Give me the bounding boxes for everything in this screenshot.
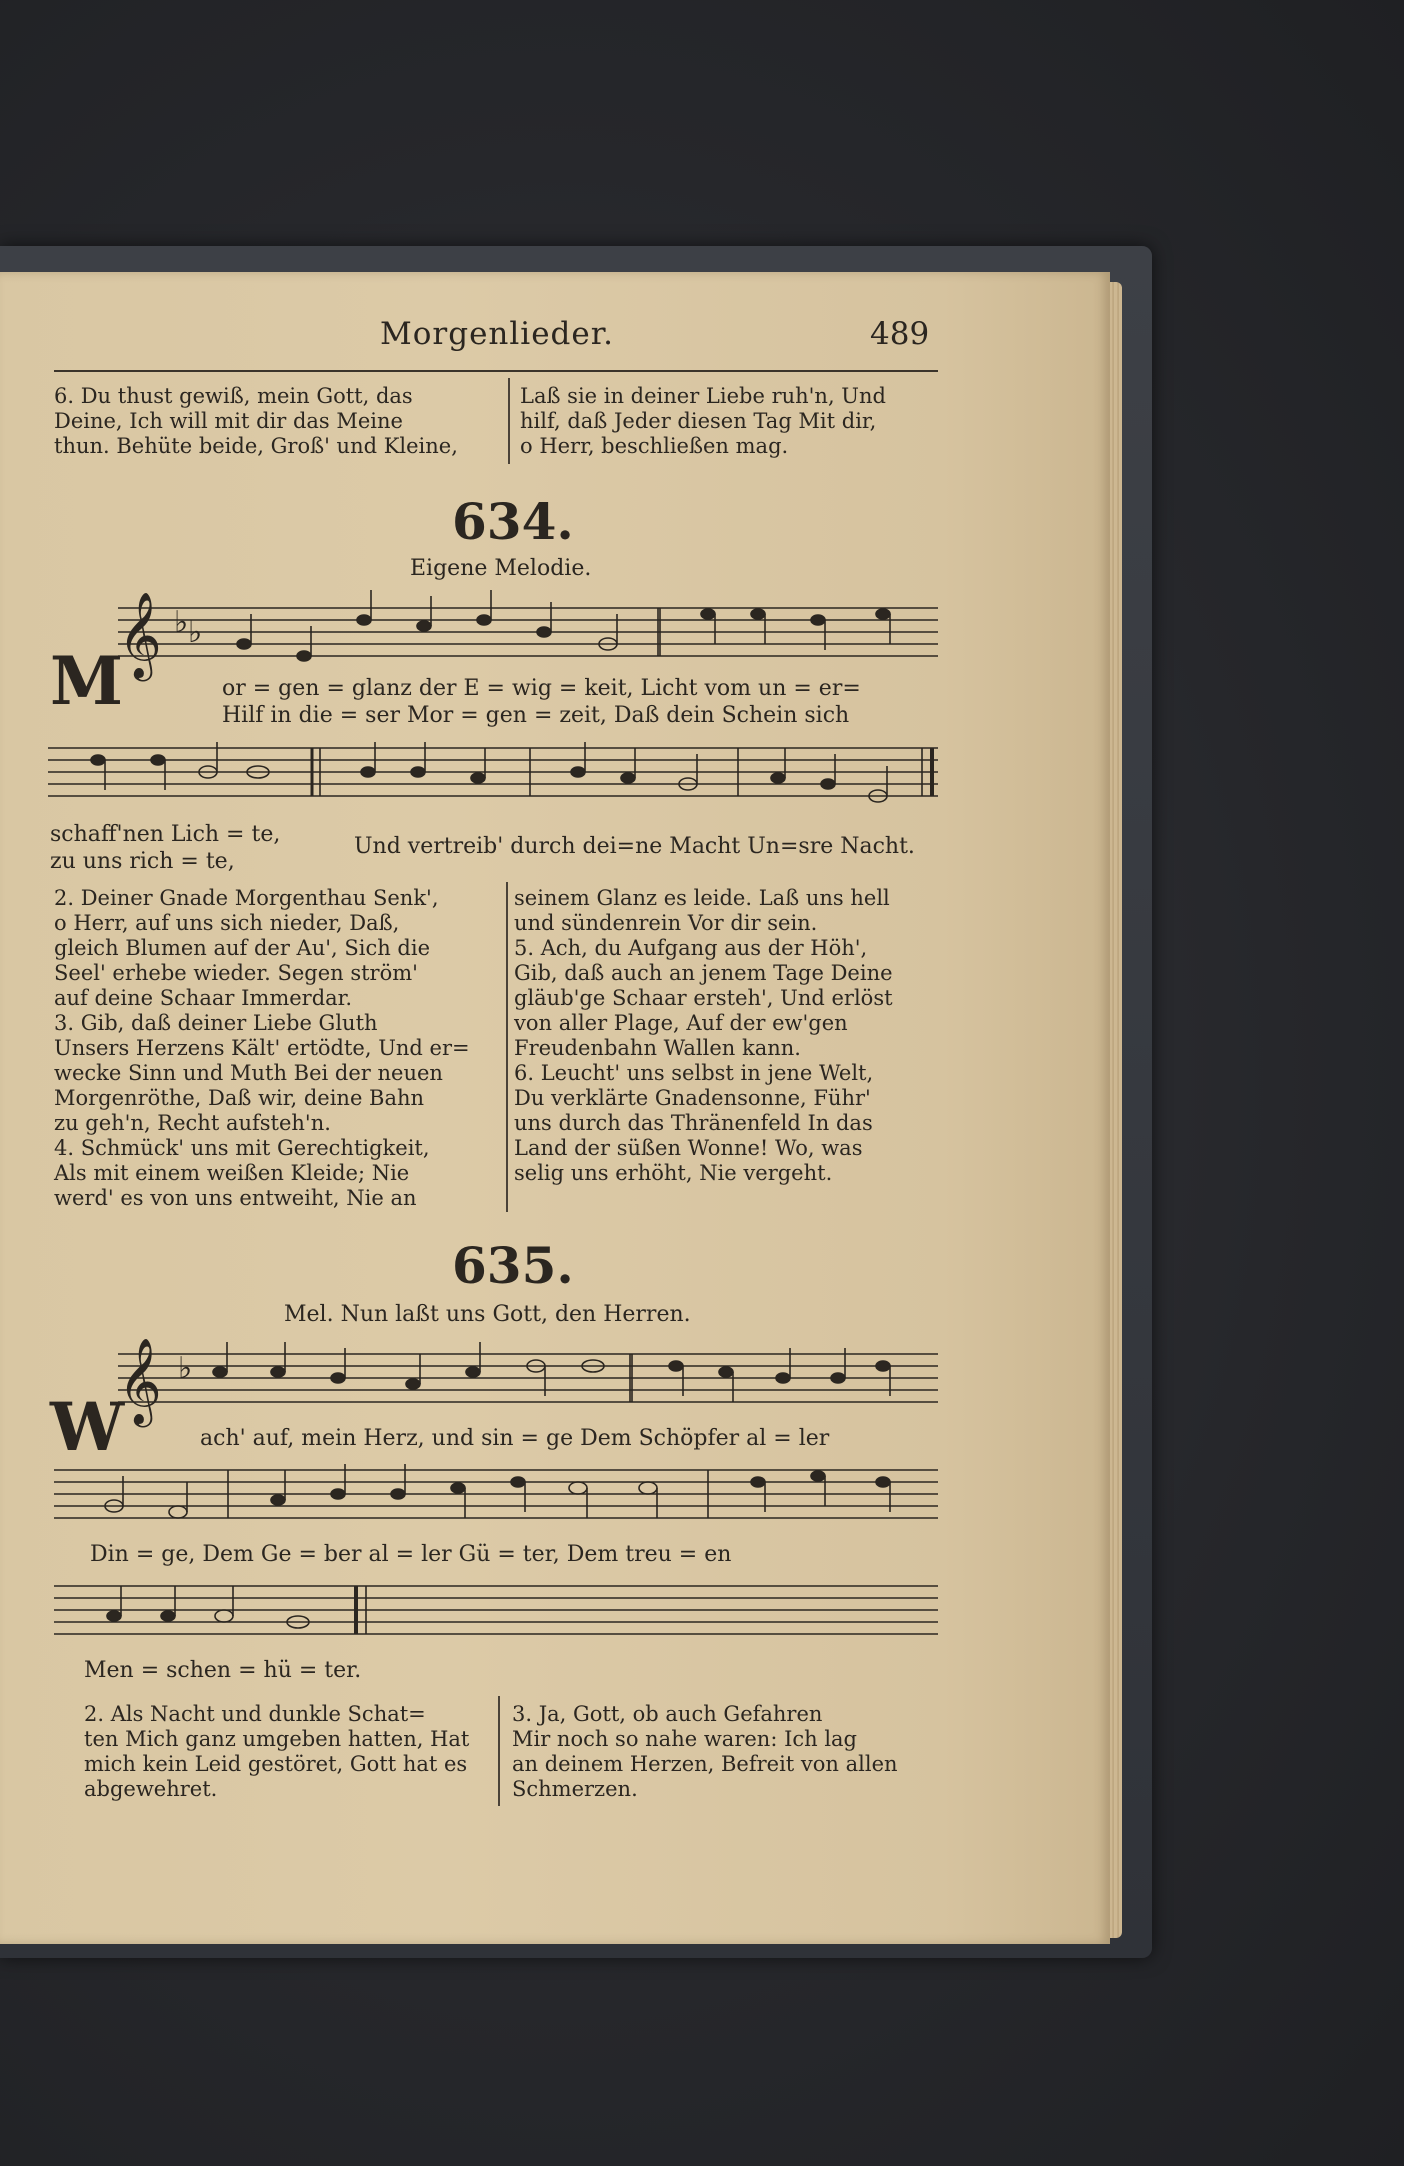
svg-text:♭: ♭ [178, 1351, 193, 1386]
verse-line: seinem Glanz es leide. Laß uns hell [514, 886, 890, 910]
initial-letter: W [50, 1388, 125, 1466]
verse-line: 6. Du thust gewiß, mein Gott, das [54, 384, 413, 408]
lyrics-line: Din = ge, Dem Ge = ber al = ler Gü = ter, Dem treu = en [90, 1542, 732, 1567]
column-divider [506, 882, 508, 1212]
verse-line: werd' es von uns entweiht, Nie an [54, 1186, 417, 1210]
verse-line: Deine, Ich will mit dir das Meine [54, 409, 403, 433]
music-staff [48, 592, 938, 678]
verse-line: Unsers Herzens Kält' ertödte, Und er= [54, 1036, 470, 1060]
lyrics-line: Hilf in die = ser Mor = gen = zeit, Daß dein Schein sich [222, 703, 850, 728]
verse-line: und sündenrein Vor dir sein. [514, 911, 818, 935]
verse-line: Schmerzen. [512, 1777, 638, 1801]
verse-line: Du verklärte Gnadensonne, Führ' [514, 1086, 871, 1110]
melody-label: Mel. Nun laßt uns Gott, den Herren. [284, 1302, 691, 1327]
verse-line: Seel' erhebe wieder. Segen ström' [54, 961, 418, 985]
verse-line: 2. Deiner Gnade Morgenthau Senk', [54, 886, 439, 910]
verse-line: wecke Sinn und Muth Bei der neuen [54, 1061, 443, 1085]
verse-line: von aller Plage, Auf der ew'gen [514, 1011, 848, 1035]
verse-line: gläub'ge Schaar ersteh', Und erlöst [514, 986, 893, 1010]
melody-label: Eigene Melodie. [410, 556, 592, 581]
verse-line: 6. Leucht' uns selbst in jene Welt, [514, 1061, 874, 1085]
verse-line: mich kein Leid gestöret, Gott hat es [84, 1752, 468, 1776]
verse-line: Land der süßen Wonne! Wo, was [514, 1136, 863, 1160]
verse-line: Als mit einem weißen Kleide; Nie [54, 1161, 410, 1185]
lyrics-line: ach' auf, mein Herz, und sin = ge Dem Schöpfer al = ler [200, 1426, 830, 1451]
hymn-number: 634. [452, 492, 574, 551]
music-staff [48, 1338, 938, 1424]
verse-line: auf deine Schaar Immerdar. [54, 986, 353, 1010]
initial-letter: M [50, 642, 124, 720]
hymn-number: 635. [452, 1236, 574, 1295]
verse-line: zu geh'n, Recht aufsteh'n. [54, 1111, 331, 1135]
verse-line: 4. Schmück' uns mit Gerechtigkeit, [54, 1136, 430, 1160]
verse-line: 5. Ach, du Aufgang aus der Höh', [514, 936, 868, 960]
verse-line: abgewehret. [84, 1777, 218, 1801]
music-staff [48, 738, 948, 818]
verse-line: hilf, daß Jeder diesen Tag Mit dir, [520, 409, 877, 433]
svg-text:♭: ♭ [188, 615, 203, 650]
verse-line: o Herr, auf uns sich nieder, Daß, [54, 911, 400, 935]
verse-line: Laß sie in deiner Liebe ruh'n, Und [520, 384, 886, 408]
verse-line: selig uns erhöht, Nie vergeht. [514, 1161, 833, 1185]
verse-line: an deinem Herzen, Befreit von allen [512, 1752, 898, 1776]
verse-line: Freudenbahn Wallen kann. [514, 1036, 801, 1060]
lyrics-line: zu uns rich = te, [50, 849, 235, 874]
verse-line: Mir noch so nahe waren: Ich lag [512, 1727, 858, 1751]
svg-text:𝄞: 𝄞 [118, 592, 162, 678]
page-number: 489 [870, 316, 930, 352]
column-divider [498, 1696, 500, 1806]
verse-line: ten Mich ganz umgeben hatten, Hat [84, 1727, 470, 1751]
verse-line: Morgenröthe, Daß wir, deine Bahn [54, 1086, 425, 1110]
header-rule [54, 370, 938, 372]
verse-line: thun. Behüte beide, Groß' und Kleine, [54, 434, 458, 458]
verse-line: 3. Ja, Gott, ob auch Gefahren [512, 1702, 823, 1726]
svg-text:♭: ♭ [174, 605, 189, 640]
svg-text:𝄞: 𝄞 [118, 1338, 162, 1424]
verse-line: gleich Blumen auf der Au', Sich die [54, 936, 431, 960]
verse-line: o Herr, beschließen mag. [520, 434, 789, 458]
verse-line: 2. Als Nacht und dunkle Schat= [84, 1702, 426, 1726]
lyrics-line: Und vertreib' durch dei=ne Macht Un=sre Nacht. [354, 834, 915, 859]
verse-line: uns durch das Thränenfeld In das [514, 1111, 873, 1135]
column-divider [508, 378, 510, 464]
running-header: Morgenlieder. [380, 316, 615, 352]
music-staff [48, 1576, 938, 1656]
lyrics-line: schaff'nen Lich = te, [50, 822, 281, 847]
lyrics-line: or = gen = glanz der E = wig = keit, Licht vom un = er= [222, 676, 861, 701]
music-staff [48, 1460, 938, 1540]
lyrics-line: Men = schen = hü = ter. [84, 1658, 362, 1683]
verse-line: Gib, daß auch an jenem Tage Deine [514, 961, 893, 985]
verse-line: 3. Gib, daß deiner Liebe Gluth [54, 1011, 378, 1035]
